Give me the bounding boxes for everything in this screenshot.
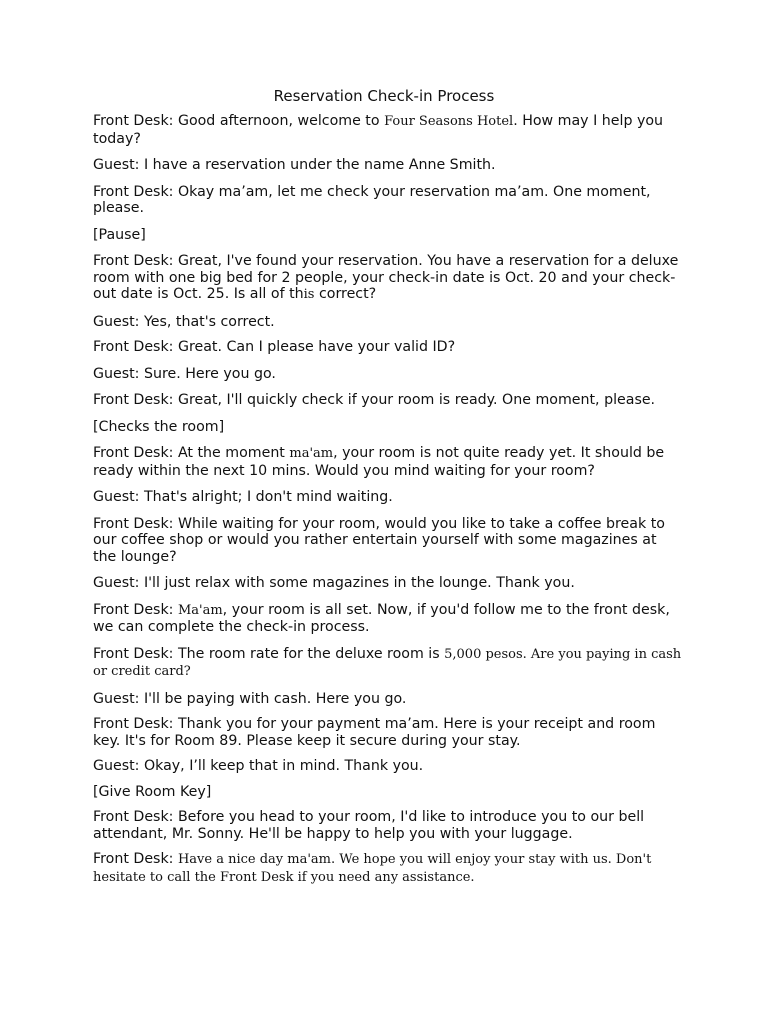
speaker-label: Guest: [93, 157, 140, 173]
speaker-label: Guest: [93, 758, 140, 774]
speaker-label: Front Desk: [93, 113, 174, 129]
speaker-label: Front Desk: [93, 716, 174, 732]
dialogue-line [93, 339, 683, 356]
line-text: Great. Can I please have your valid ID? [173, 339, 456, 355]
line-text: correct? [314, 286, 377, 302]
dialogue-body [93, 113, 683, 896]
line-text: ma'am [289, 446, 334, 461]
speaker-label: Guest: [93, 575, 140, 591]
dialogue-line [93, 602, 683, 636]
line-text: , your room is not quite ready yet. It should be ready within the next 10 mins. Would you mind waiting for your room? [93, 445, 665, 479]
dialogue-line [93, 716, 683, 749]
speaker-label: Front Desk: [93, 392, 174, 408]
speaker-label: Guest: [93, 489, 140, 505]
dialogue-line [93, 314, 683, 331]
line-text: Ma'am [177, 602, 223, 618]
line-text: Okay, I’ll keep that in mind. Thank you. [139, 758, 424, 774]
stage-direction [93, 419, 683, 436]
dialogue-line [93, 646, 683, 681]
line-text: Sure. Here you go. [139, 365, 276, 382]
speaker-label: Front Desk: [93, 515, 174, 532]
hotel-name: Four Seasons Hotel [384, 114, 514, 129]
line-text: 5,000 pesos. Are you paying in cash or credit card? [93, 646, 682, 679]
line-text: Thank you for your payment ma’am. Here is your receipt and room key. It's for Room 89. Please keep it secure during your stay. [93, 716, 656, 749]
line-text: The room rate for the deluxe room is [173, 645, 445, 662]
line-text: [Pause] [93, 226, 146, 243]
line-text: Good afternoon, welcome to [173, 113, 385, 129]
line-text: Okay ma’am, let me check your reservation ma’am. One moment, please. [93, 183, 651, 216]
stage-direction [93, 227, 683, 244]
dialogue-line [93, 691, 683, 708]
speaker-label: Guest: [93, 690, 140, 707]
stage-direction [93, 784, 683, 801]
dialogue-line [93, 445, 683, 479]
speaker-label: Front Desk: [93, 809, 174, 825]
dialogue-line [93, 575, 683, 592]
line-text: Yes, that's correct. [139, 313, 275, 330]
speaker-label: Front Desk: [93, 851, 174, 867]
speaker-label: Guest: [93, 313, 140, 330]
line-text: Great, I'll quickly check if your room is ready. One moment, please. [173, 392, 656, 408]
speaker-label: Guest: [93, 365, 140, 382]
speaker-label: Front Desk: [93, 183, 174, 200]
line-text: Great, I've found your reservation. You have a reservation for a deluxe room with one big bed for 2 people, your check-in date is Oct. 20 and your check-out date is Oct. 25. Is all of th [93, 253, 679, 302]
line-text: [Checks the room] [93, 418, 225, 435]
dialogue-line [93, 113, 683, 147]
dialogue-line [93, 516, 683, 566]
dialogue-line [93, 489, 683, 506]
speaker-label: Front Desk: [93, 339, 174, 355]
line-text: . How may I help you today? [93, 113, 664, 147]
dialogue-line [93, 366, 683, 383]
dialogue-line [93, 851, 683, 886]
line-text: [Give Room Key] [93, 783, 212, 800]
line-text: I'll be paying with cash. Here you go. [139, 690, 407, 707]
line-text: Before you head to your room, I'd like to introduce you to our bell attendant, Mr. Sonny. He'll be happy to help you with your luggage. [93, 809, 645, 842]
line-text: I have a reservation under the name Anne Smith. [139, 157, 496, 173]
line-text: , your room is all set. Now, if you'd follow me to the front desk, we can complete the check-in process. [93, 601, 670, 635]
dialogue-line [93, 392, 683, 409]
speaker-label: Front Desk: [93, 601, 174, 618]
dialogue-line [93, 184, 683, 217]
line-text: While waiting for your room, would you like to take a coffee break to our coffee shop or would you rather entertain yourself with some magazines at the lounge? [93, 515, 665, 565]
line-text: Have a nice day ma'am. We hope you will enjoy your stay with us. Don't hesitate to call the Front Desk if you need any assistance. [93, 852, 652, 885]
speaker-label: Front Desk: [93, 445, 174, 461]
line-text: That's alright; I don't mind waiting. [139, 489, 393, 505]
dialogue-line [93, 157, 683, 174]
dialogue-line [93, 758, 683, 775]
speaker-label: Front Desk: [93, 645, 174, 662]
dialogue-line [93, 809, 683, 842]
line-text: At the moment [173, 445, 290, 461]
line-text: is [303, 287, 315, 302]
document-title: Reservation Check-in Process [273, 87, 495, 105]
speaker-label: Front Desk: [93, 253, 174, 269]
line-text: I'll just relax with some magazines in the lounge. Thank you. [139, 575, 575, 591]
dialogue-line [93, 253, 683, 304]
